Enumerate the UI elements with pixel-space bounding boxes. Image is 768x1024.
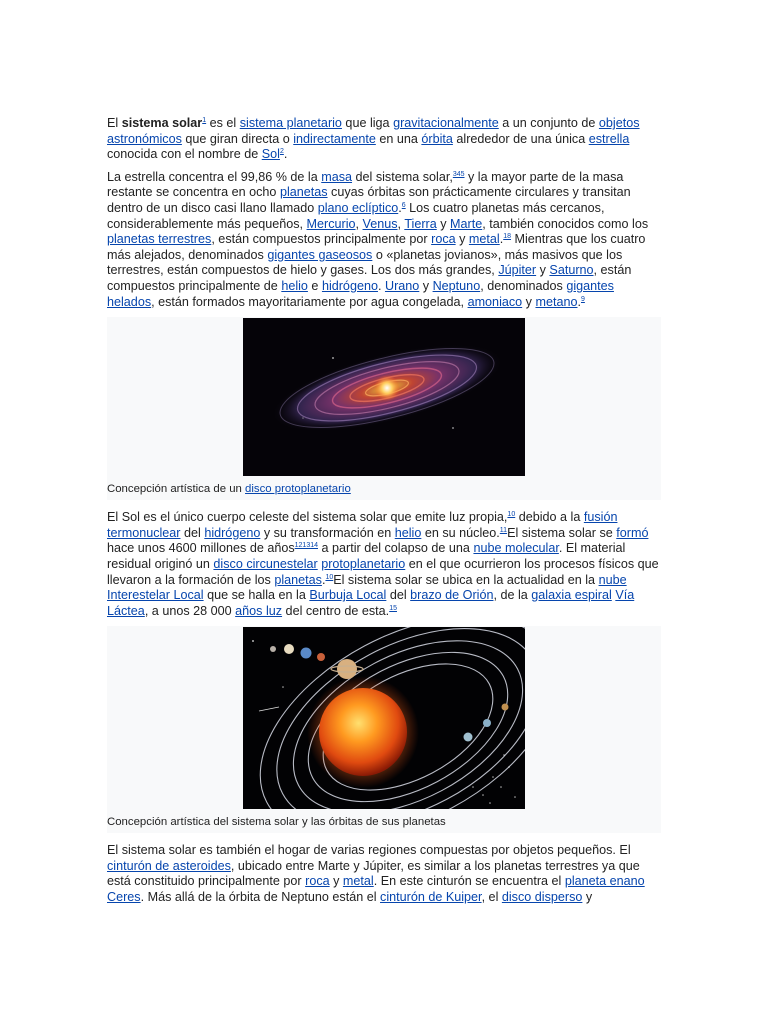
text: . — [377, 278, 385, 293]
paragraph-mass — [107, 170, 661, 310]
text: , están compuestos principalmente por — [211, 232, 432, 247]
text: El sistema solar se — [507, 525, 617, 540]
link-metano[interactable]: metano — [535, 294, 578, 309]
text: del centro de esta. — [282, 603, 390, 618]
link-helio[interactable]: helio — [394, 525, 422, 540]
link-cinturon-de-kuiper[interactable]: cinturón de Kuiper — [380, 890, 482, 905]
link-hidrogeno[interactable]: hidrógeno — [321, 278, 378, 293]
figure-protoplanetary-disk — [107, 317, 661, 500]
text: Mientras que los cuatro más alejados, denominados — [107, 232, 646, 262]
text: y — [455, 232, 469, 247]
link-burbuja-local[interactable]: Burbuja Local — [309, 588, 387, 603]
link-neptuno[interactable]: Neptuno — [432, 278, 481, 293]
link-amoniaco[interactable]: amoniaco — [467, 294, 523, 309]
text: , también conocidos como los — [482, 216, 649, 231]
text: en el que ocurrieron los procesos físicos que llevaron a la formación de los — [107, 556, 659, 587]
link-planetas[interactable]: planetas — [279, 185, 328, 200]
text: a un conjunto de — [498, 116, 599, 130]
link-plano-ecliptico[interactable]: plano eclíptico — [317, 200, 399, 215]
text: , — [355, 216, 363, 231]
reference-link[interactable]: 15 — [389, 604, 397, 612]
text: , de la — [493, 588, 532, 603]
link-gravitacionalmente[interactable]: gravitacionalmente — [393, 116, 499, 130]
text: , — [397, 216, 405, 231]
link-indirectamente[interactable]: indirectamente — [293, 131, 376, 146]
link-urano[interactable]: Urano — [384, 278, 420, 293]
text: o «planetas jovianos», más masivos que los terrestres, están compuestos de hielo y gases. Los dos más grandes, — [107, 247, 623, 278]
text: del sistema solar, — [352, 169, 453, 184]
text: hace unos 4600 millones de años — [107, 541, 295, 556]
link-helio[interactable]: helio — [281, 278, 308, 293]
text: conocida con el nombre de — [107, 147, 262, 162]
link-sol[interactable]: Sol — [261, 147, 280, 162]
text: , están compuestos principalmente de — [107, 263, 632, 293]
text: del — [180, 525, 205, 540]
link-sistema-planetario[interactable]: sistema planetario — [239, 116, 342, 130]
link-gigantes-gaseosos[interactable]: gigantes gaseosos — [267, 247, 373, 262]
text: y — [522, 294, 536, 309]
paragraph-small-bodies — [107, 843, 661, 905]
text: que se halla en la — [203, 588, 310, 603]
text: a partir del colapso de una — [318, 541, 474, 556]
article-body — [107, 116, 661, 913]
paragraph-intro — [107, 116, 661, 163]
text: en su núcleo. — [421, 525, 500, 540]
link-disco-circunestelar[interactable]: disco circunestelar — [213, 556, 318, 571]
link-estrella[interactable]: estrella — [588, 131, 630, 146]
link-planetas[interactable]: planetas — [274, 572, 322, 587]
text: . — [283, 147, 288, 162]
link-jupiter[interactable]: Júpiter — [498, 263, 537, 278]
bold-term: sistema solar — [121, 116, 203, 130]
text: y la mayor parte de la masa restante se concentra en ocho — [107, 169, 624, 200]
text: . Más allá de la órbita de Neptuno están el — [140, 890, 381, 905]
text: El — [107, 116, 122, 130]
link-orbita[interactable]: órbita — [421, 131, 453, 146]
link-gigantes-helados[interactable]: gigantes helados — [107, 278, 614, 309]
paragraph-sun — [107, 510, 661, 619]
text: . El material residual originó un — [107, 541, 626, 571]
text: que liga — [341, 116, 394, 130]
text: . — [499, 232, 504, 247]
text: . En este cinturón se encuentra el — [373, 874, 565, 889]
text: debido a la — [515, 510, 584, 525]
link-ceres[interactable]: Ceres — [107, 890, 141, 905]
text: , denominados — [480, 278, 567, 293]
text: en una — [375, 131, 422, 146]
text: El sistema solar es también el hogar de varias regiones compuestas por objetos pequeños. El — [107, 843, 631, 858]
link-formo[interactable]: formó — [616, 525, 649, 540]
text: y — [436, 216, 451, 231]
reference-link[interactable]: 10 — [507, 511, 516, 519]
text: Los cuatro planetas más cercanos, considerablemente más pequeños, — [107, 200, 605, 231]
link-nube-molecular[interactable]: nube molecular — [473, 541, 559, 556]
text: . — [398, 200, 402, 215]
figure-caption: Concepción artística del sistema solar y las órbitas de sus planetas — [107, 816, 446, 829]
text: es el — [206, 116, 240, 130]
figure-solar-system — [107, 626, 661, 833]
link-venus[interactable]: Venus — [362, 216, 398, 231]
link-cinturon-de-asteroides[interactable]: cinturón de asteroides — [107, 858, 231, 873]
text: , ubicado entre Marte y Júpiter, es similar a los planetas terrestres ya que está constituido principalmente por — [107, 858, 640, 889]
text: alrededor de una única — [452, 131, 589, 146]
text: y — [582, 890, 593, 905]
reference-link[interactable]: 345 — [452, 170, 465, 178]
solar-system-image[interactable] — [243, 627, 525, 809]
link-fusion-termonuclear[interactable]: fusión termonuclear — [107, 510, 618, 540]
link-roca[interactable]: roca — [305, 874, 330, 889]
text: cuyas órbitas son prácticamente circulares y transitan dentro de un disco casi llano llamado — [107, 185, 631, 215]
link-metal[interactable]: metal — [342, 874, 374, 889]
reference-link[interactable]: 10 — [325, 573, 334, 581]
reference-link[interactable]: 1 — [202, 117, 207, 124]
link-anos-luz[interactable]: años luz — [235, 603, 283, 618]
text: e — [307, 278, 322, 293]
link-objetos-astronomicos[interactable]: objetos astronómicos — [107, 116, 640, 146]
link-mercurio[interactable]: Mercurio — [306, 216, 356, 231]
reference-link[interactable]: 6 — [401, 201, 406, 209]
text: y su transformación en — [260, 525, 395, 540]
text: La estrella concentra el 99,86 % de la — [107, 169, 322, 184]
text: y — [329, 874, 343, 889]
text: , el — [481, 890, 502, 905]
link-disco-disperso[interactable]: disco disperso — [501, 890, 583, 905]
link-disco-protoplanetario[interactable]: disco protoplanetario — [245, 483, 351, 496]
figure-caption — [107, 476, 661, 500]
reference-link[interactable]: 9 — [580, 295, 585, 303]
reference-link[interactable]: 2 — [279, 148, 284, 156]
text: y — [419, 278, 433, 293]
link-planetas-terrestres[interactable]: planetas terrestres — [107, 232, 212, 247]
reference-link[interactable]: 11 — [499, 526, 508, 534]
link-via-lactea[interactable]: Vía Láctea — [107, 588, 635, 618]
text: El sistema solar se ubica en la actualidad en la — [333, 572, 599, 587]
text: . — [577, 294, 581, 309]
link-protoplanetario[interactable]: protoplanetario — [321, 556, 406, 571]
protoplanetary-disk-image[interactable] — [243, 318, 525, 476]
link-nube-interestelar-local[interactable]: nube Interestelar Local — [107, 572, 627, 603]
text: El Sol es el único cuerpo celeste del sistema solar que emite luz propia, — [107, 510, 508, 525]
text: del — [386, 588, 411, 603]
text: , a unos 28 000 — [144, 603, 236, 618]
text: que giran directa o — [181, 131, 294, 146]
caption-text: Concepción artística de un — [107, 483, 246, 496]
link-saturno[interactable]: Saturno — [549, 263, 594, 278]
link-tierra[interactable]: Tierra — [404, 216, 437, 231]
link-galaxia-espiral[interactable]: galaxia espiral — [531, 588, 612, 603]
link-roca[interactable]: roca — [431, 232, 456, 247]
link-metal[interactable]: metal — [468, 232, 500, 247]
reference-link[interactable]: 121314 — [294, 542, 318, 550]
text: , están formados mayoritariamente por agua congelada, — [151, 294, 468, 309]
link-masa[interactable]: masa — [321, 169, 353, 184]
link-planeta-enano[interactable]: planeta enano — [564, 874, 645, 889]
text: . — [321, 572, 326, 587]
link-marte[interactable]: Marte — [450, 216, 483, 231]
link-hidrogeno[interactable]: hidrógeno — [204, 525, 261, 540]
reference-link[interactable]: 18 — [503, 233, 512, 241]
text: y — [536, 263, 550, 278]
link-brazo-de-orion[interactable]: brazo de Orión — [410, 588, 494, 603]
